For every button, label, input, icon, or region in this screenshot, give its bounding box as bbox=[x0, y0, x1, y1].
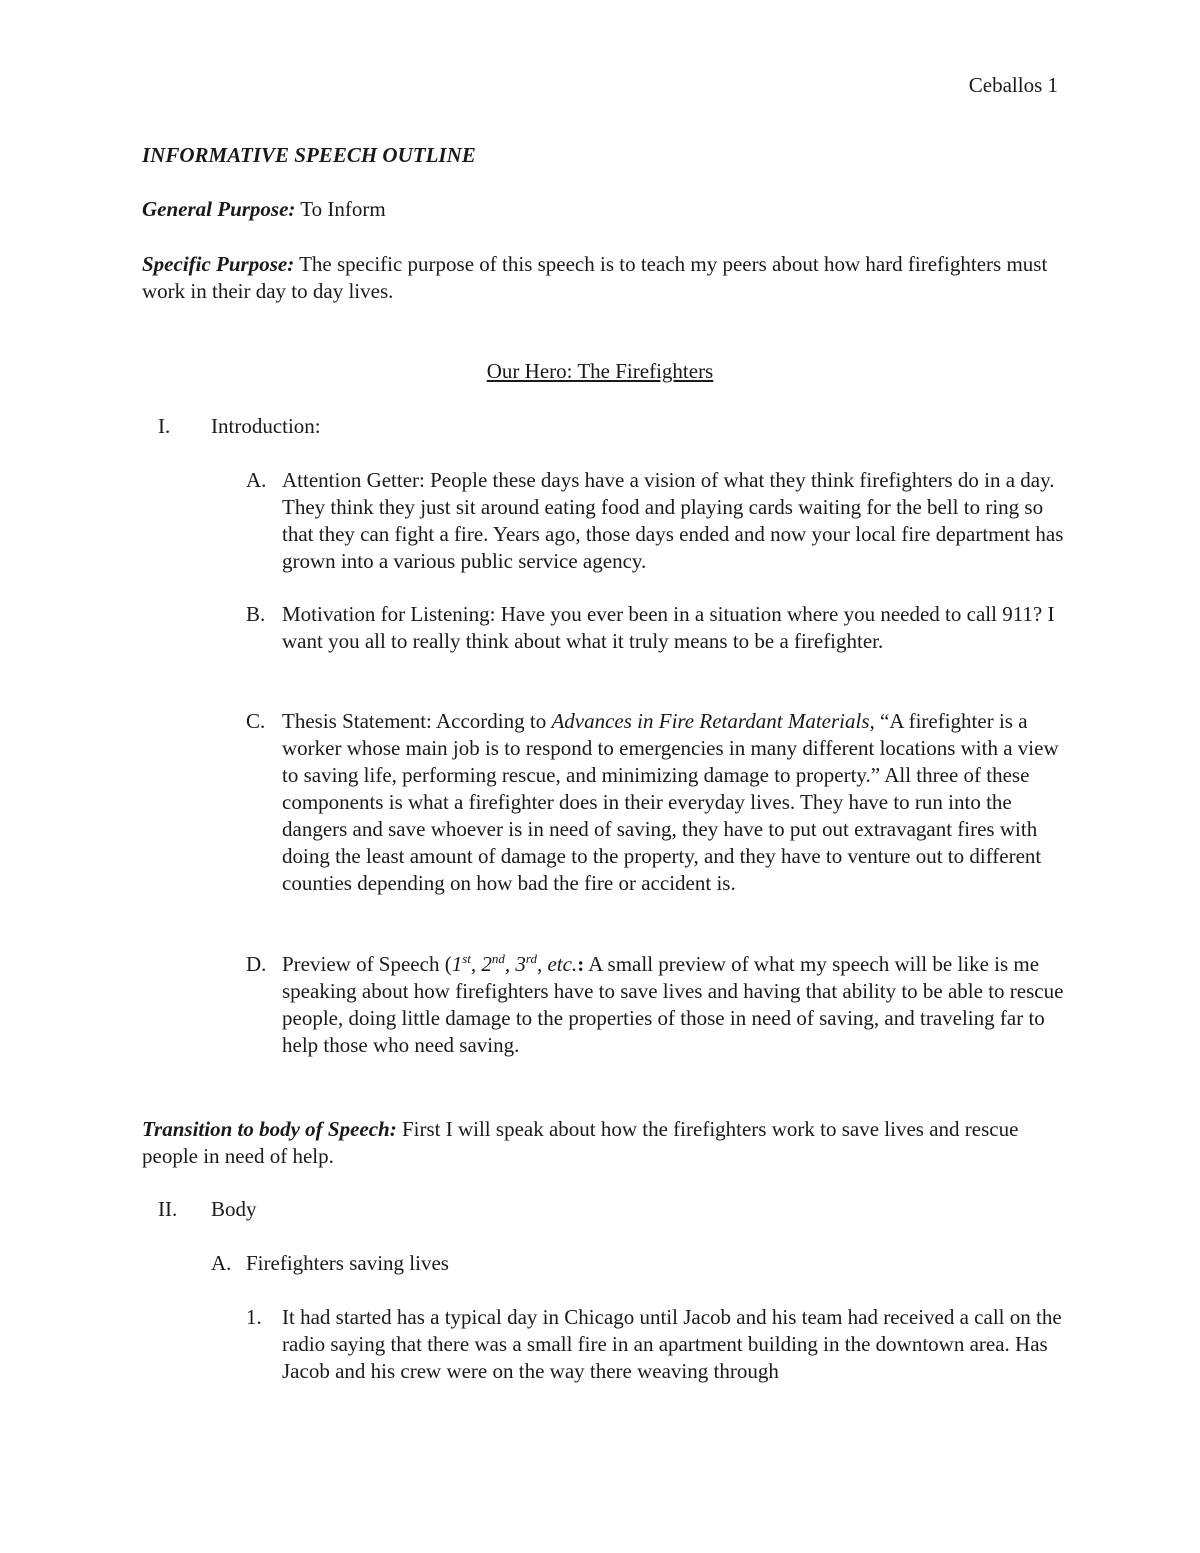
preview-of-speech bbox=[282, 951, 1072, 1059]
thesis-text-body: “A firefighter is a worker whose main job is to respond to emergencies in many different locations with a view to saving life, performing rescue, and minimizing damage to property.” All three of these components is what a firefighter does in their everyday lives. They have to run into the dangers and save whoever is in need of saving, they have to put out extravagant fires with doing the least amount of damage to the property, and they have to venture out to different counties depending on how bad the fire or accident is. bbox=[282, 709, 1059, 895]
intro-heading: Introduction: bbox=[211, 414, 321, 438]
intro-numeral: I. bbox=[158, 414, 171, 438]
ordinal-separator: , bbox=[470, 952, 482, 976]
body-sub-number: 1. bbox=[246, 1305, 262, 1329]
speech-title-text: Our Hero: The Firefighters bbox=[486, 359, 714, 383]
specific-purpose bbox=[142, 251, 1062, 305]
body-numeral: II. bbox=[158, 1197, 178, 1221]
transition-to-body bbox=[142, 1116, 1072, 1170]
ordinal-2-suffix: nd bbox=[491, 951, 505, 966]
body-point-letter: A. bbox=[211, 1251, 232, 1275]
general-purpose-label: General Purpose: bbox=[142, 197, 296, 221]
preview-ordinals bbox=[452, 952, 577, 976]
speech-title bbox=[0, 358, 1200, 385]
ordinal-3-suffix: rd bbox=[525, 951, 537, 966]
ordinal-separator: , bbox=[504, 952, 516, 976]
running-head: Ceballos 1 bbox=[968, 73, 1058, 97]
preview-text-body: A small preview of what my speech will be like is me speaking about how firefighters have to save lives and having that ability to be able to rescue people, doing little damage to the properties of those in need of saving, and traveling far to help those who need saving. bbox=[282, 952, 1064, 1057]
preview-colon: : bbox=[577, 952, 585, 976]
specific-purpose-label: Specific Purpose: bbox=[142, 252, 295, 276]
general-purpose bbox=[142, 196, 1062, 223]
thesis-statement bbox=[282, 708, 1072, 897]
ordinal-1-suffix: st bbox=[462, 951, 471, 966]
general-purpose-text: To Inform bbox=[295, 197, 386, 221]
body-point-text: Firefighters saving lives bbox=[246, 1251, 449, 1275]
motivation-for-listening: Motivation for Listening: Have you ever been in a situation where you needed to call 911? I want you all to really think about what it truly means to be a firefighter. bbox=[282, 602, 1055, 653]
intro-item-letter: C. bbox=[246, 709, 266, 733]
ordinal-etc: , etc. bbox=[536, 952, 578, 976]
outline-title: INFORMATIVE SPEECH OUTLINE bbox=[142, 143, 476, 167]
preview-text-lead: Preview of Speech ( bbox=[282, 952, 452, 976]
thesis-text-lead: Thesis Statement: According to bbox=[282, 709, 552, 733]
transition-label: Transition to body of Speech: bbox=[142, 1117, 397, 1141]
attention-getter: Attention Getter: People these days have a vision of what they think firefighters do in a day. They think they just sit around eating food and playing cards waiting for the bell to ring so that they can fight a fire. Years ago, those days ended and now your local fire department has grown into a various public service agency. bbox=[282, 468, 1064, 573]
body-sub-text: It had started has a typical day in Chicago until Jacob and his team had received a call on the radio saying that there was a small fire in an apartment building in the downtown area. Has Jacob and his crew were on the way there weaving through bbox=[282, 1305, 1062, 1383]
specific-purpose-text: The specific purpose of this speech is to teach my peers about how hard firefighters must work in their day to day lives. bbox=[142, 252, 1048, 303]
intro-item-letter: D. bbox=[246, 952, 267, 976]
ordinal-1: 1 bbox=[451, 952, 463, 976]
intro-item-letter: A. bbox=[246, 468, 267, 492]
intro-item-letter: B. bbox=[246, 602, 266, 626]
transition-text: First I will speak about how the firefighters work to save lives and rescue people in need of help. bbox=[142, 1117, 1019, 1168]
body-heading: Body bbox=[211, 1197, 257, 1221]
ordinal-2: 2 bbox=[481, 952, 492, 976]
ordinal-3: 3 bbox=[515, 952, 526, 976]
thesis-source-title: Advances in Fire Retardant Materials, bbox=[551, 709, 875, 733]
